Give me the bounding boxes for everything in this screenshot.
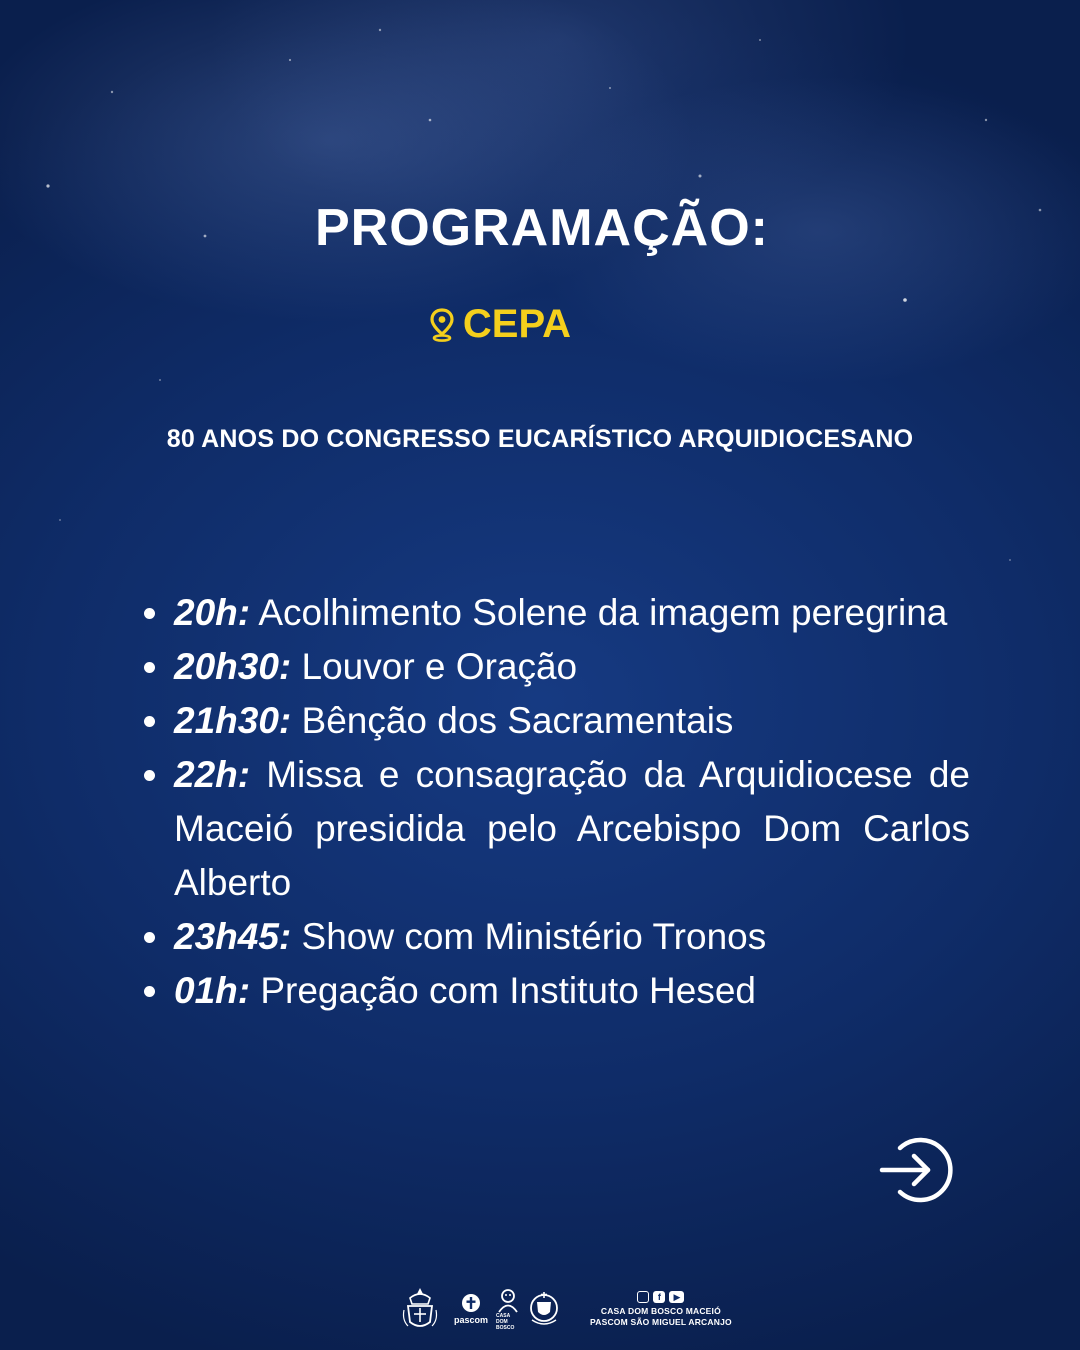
agenda-text: Louvor e Oração <box>301 646 578 687</box>
list-item <box>140 910 970 964</box>
agenda-time: 20h30: <box>174 646 292 687</box>
agenda-text: Bênção dos Sacramentais <box>301 700 734 741</box>
parish-crest <box>528 1290 560 1328</box>
archdiocese-crest <box>400 1286 440 1332</box>
list-item <box>140 640 970 694</box>
agenda-text: Pregação com Instituto Hesed <box>260 970 757 1011</box>
agenda-time: 01h: <box>174 970 251 1011</box>
list-item <box>140 586 970 640</box>
social-info <box>590 1291 732 1328</box>
footer-line-2: PASCOM SÃO MIGUEL ARCANJO <box>590 1316 732 1327</box>
list-item <box>140 694 970 748</box>
agenda-text: Acolhimento Solene da imagem peregrina <box>258 592 948 633</box>
agenda-time: 23h45: <box>174 916 292 957</box>
location <box>0 302 1080 352</box>
agenda-time: 21h30: <box>174 700 292 741</box>
map-pin-icon <box>429 308 455 342</box>
subtitle: 80 ANOS DO CONGRESSO EUCARÍSTICO ARQUIDIOCESANO <box>166 425 914 453</box>
arrow-right-circle-icon <box>876 1130 956 1210</box>
casa-dom-bosco-logo: CASA DOM BOSCO <box>496 1287 520 1331</box>
footer-line-1: CASA DOM BOSCO MACEIÓ <box>600 1305 721 1316</box>
pascom-logo-icon <box>458 1293 484 1315</box>
list-item <box>140 748 970 910</box>
instagram-icon[interactable] <box>637 1291 649 1303</box>
footer <box>400 1284 730 1334</box>
casa-dom-bosco-logo-icon <box>496 1287 520 1313</box>
location-label: CEPA <box>462 302 572 346</box>
agenda-text: Show com Ministério Tronos <box>301 916 767 957</box>
agenda-time: 22h: <box>174 754 251 795</box>
agenda-text: Missa e consagração da Arquidiocese de Maceió presidida pelo Arcebispo Dom Carlos Alberto <box>174 754 971 903</box>
facebook-icon[interactable]: f <box>653 1291 665 1303</box>
pascom-logo: pascom <box>454 1293 488 1325</box>
youtube-icon[interactable]: ▶ <box>669 1291 684 1303</box>
page-title: PROGRAMAÇÃO: <box>315 199 769 257</box>
next-button[interactable] <box>876 1130 956 1210</box>
list-item <box>140 964 970 1018</box>
parish-crest-icon <box>528 1290 560 1328</box>
agenda-time: 20h: <box>174 592 251 633</box>
social-icons <box>637 1291 684 1303</box>
archdiocese-crest-icon <box>400 1286 440 1332</box>
agenda-list <box>140 586 970 1018</box>
